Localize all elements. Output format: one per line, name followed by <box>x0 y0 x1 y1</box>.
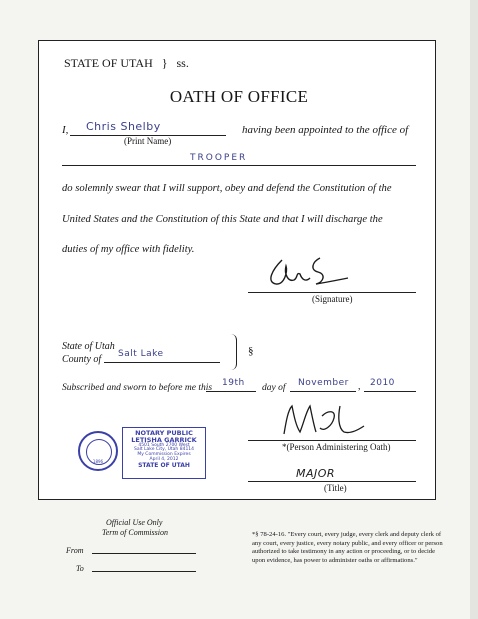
year-comma: , <box>358 381 361 392</box>
venue-bracket <box>230 334 237 370</box>
office-value: TROOPER <box>190 153 248 163</box>
ss-label: ss. <box>176 56 189 70</box>
i-label: I, <box>62 124 69 136</box>
oath-line-2: United States and the Constitution of this State and that I will discharge the <box>62 214 383 225</box>
state-label: STATE OF UTAH <box>64 56 153 70</box>
oath-line-1: do solemnly swear that I will support, obey and defend the Constitution of the <box>62 183 392 194</box>
day-value: 19th <box>222 378 245 388</box>
notary-address: 4501 South 2700 West <box>138 442 190 448</box>
notary-state: STATE OF UTAH <box>138 461 190 469</box>
notary-stamp <box>76 427 208 479</box>
term-of-commission-heading: Term of Commission <box>102 528 168 537</box>
subscribed-text: Subscribed and sworn to before me this <box>62 383 213 393</box>
title-value: MAJOR <box>296 467 336 480</box>
day-of-label: day of <box>262 383 286 393</box>
print-name-value: Chris Shelby <box>86 120 161 133</box>
appointed-text: having been appointed to the office of <box>242 124 409 136</box>
to-line <box>92 571 196 572</box>
notary-commission-label: My Commission Expires <box>137 452 191 458</box>
page-title: OATH OF OFFICE <box>169 87 309 106</box>
notary-name: LETISHA GARRICK <box>131 435 197 444</box>
year-line <box>364 391 416 392</box>
handwritten-signature <box>262 252 352 292</box>
from-label: From <box>66 546 84 555</box>
state-seal-year: 1896 <box>92 459 104 464</box>
year-value: 2010 <box>370 378 395 388</box>
office-line <box>62 165 416 166</box>
official-use-heading: Official Use Only <box>106 518 163 527</box>
to-label: To <box>76 564 84 573</box>
signature-label: (Signature) <box>312 294 353 304</box>
oath-line-3: duties of my office with fidelity. <box>62 244 195 255</box>
notary-city: Salt Lake City, Utah 84114 <box>133 447 195 453</box>
state-seal <box>78 431 118 471</box>
state-of-utah-label: State of Utah <box>62 341 115 352</box>
title-line <box>248 481 416 482</box>
notary-public-label: NOTARY PUBLIC <box>135 429 193 437</box>
state-header <box>64 56 189 71</box>
month-value: November <box>298 378 349 388</box>
statute-footnote: *§ 78-24-16. "Every court, every judge, every clerk and deputy clerk of any court, every justice, every notary public, and every officer or person authorized to take testimony in any action or proceeding, or to decide upon evidence, has power to administer oaths or affirmations." <box>252 531 443 564</box>
administrator-label: *(Person Administering Oath) <box>282 442 391 452</box>
administrator-signature <box>278 402 368 438</box>
section-mark: § <box>248 345 254 357</box>
bracket-mark: } <box>161 56 168 70</box>
administrator-line <box>248 440 416 441</box>
month-line <box>290 391 356 392</box>
print-name-label: (Print Name) <box>124 136 172 146</box>
title-label: (Title) <box>324 483 347 493</box>
county-line <box>104 362 220 363</box>
from-line <box>92 553 196 554</box>
notary-commission-date: April 4, 2012 <box>149 456 179 462</box>
notary-text-box <box>122 427 206 479</box>
county-value: Salt Lake <box>118 349 164 359</box>
county-label: County of <box>62 354 102 365</box>
day-line <box>206 391 256 392</box>
signature-line <box>248 292 416 293</box>
